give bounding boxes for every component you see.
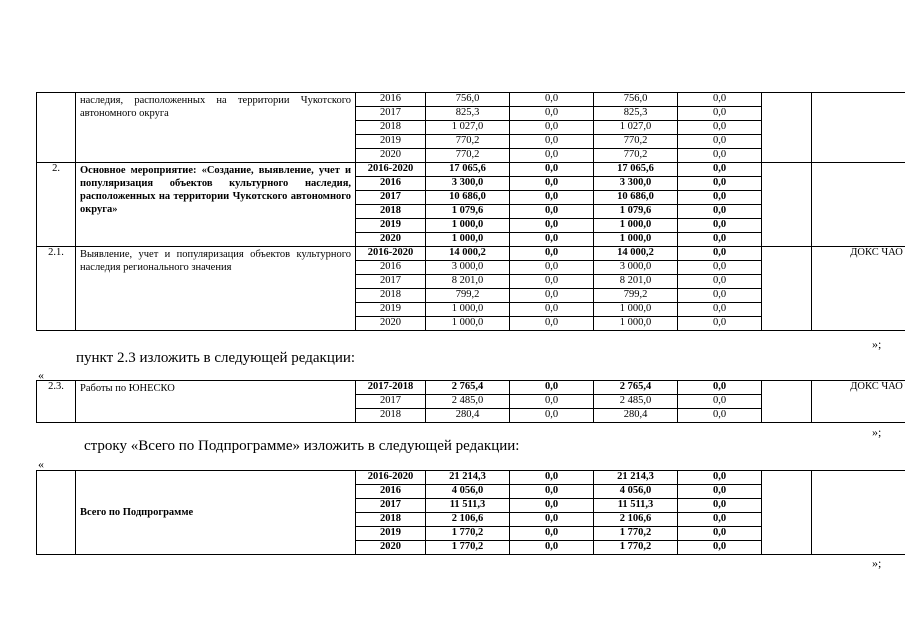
program-table-main [36, 92, 905, 331]
value-total: 1 770,2 [426, 527, 510, 541]
value-regional: 2 765,4 [594, 381, 678, 395]
year-cell: 2017-2018 [356, 381, 426, 395]
value-regional: 11 511,3 [594, 499, 678, 513]
value-federal: 0,0 [510, 191, 594, 205]
value-federal: 0,0 [510, 395, 594, 409]
value-regional: 1 770,2 [594, 541, 678, 555]
program-table-unesco [36, 380, 905, 423]
row-description: Работы по ЮНЕСКО [76, 381, 356, 423]
value-federal: 0,0 [510, 233, 594, 247]
value-total: 2 765,4 [426, 381, 510, 395]
row-description: Основное мероприятие: «Создание, выявление, учет и популяризация объектов культурного наследия, расположенных на территории Чукотского автономного округа» [76, 163, 356, 247]
value-other: 0,0 [678, 303, 762, 317]
empty-cell [762, 471, 812, 555]
value-other: 0,0 [678, 381, 762, 395]
value-regional: 3 300,0 [594, 177, 678, 191]
year-cell: 2018 [356, 409, 426, 423]
value-other: 0,0 [678, 499, 762, 513]
year-cell: 2018 [356, 513, 426, 527]
row-index: 2.3. [37, 381, 76, 423]
value-other: 0,0 [678, 219, 762, 233]
value-federal: 0,0 [510, 409, 594, 423]
value-other: 0,0 [678, 163, 762, 177]
year-cell: 2018 [356, 121, 426, 135]
year-cell: 2020 [356, 317, 426, 331]
year-cell: 2019 [356, 527, 426, 541]
empty-cell [762, 93, 812, 163]
value-total: 2 106,6 [426, 513, 510, 527]
value-other: 0,0 [678, 177, 762, 191]
value-other: 0,0 [678, 135, 762, 149]
row-description: Всего по Подпрограмме [76, 471, 356, 555]
value-regional: 770,2 [594, 149, 678, 163]
value-total: 1 000,0 [426, 219, 510, 233]
open-quote-2: « [38, 457, 44, 471]
row-index [37, 471, 76, 555]
value-regional: 21 214,3 [594, 471, 678, 485]
value-total: 756,0 [426, 93, 510, 107]
value-regional: 14 000,2 [594, 247, 678, 261]
value-regional: 2 106,6 [594, 513, 678, 527]
value-regional: 10 686,0 [594, 191, 678, 205]
open-quote-1: « [38, 368, 44, 382]
value-other: 0,0 [678, 513, 762, 527]
value-federal: 0,0 [510, 303, 594, 317]
value-federal: 0,0 [510, 289, 594, 303]
year-cell: 2019 [356, 135, 426, 149]
value-federal: 0,0 [510, 163, 594, 177]
value-total: 21 214,3 [426, 471, 510, 485]
value-total: 17 065,6 [426, 163, 510, 177]
value-federal: 0,0 [510, 107, 594, 121]
year-cell: 2019 [356, 219, 426, 233]
year-cell: 2016-2020 [356, 471, 426, 485]
value-other: 0,0 [678, 191, 762, 205]
close-quote-2: »; [872, 425, 882, 439]
row-description: Выявление, учет и популяризация объектов культурного наследия регионального значения [76, 247, 356, 331]
value-regional: 280,4 [594, 409, 678, 423]
year-cell: 2018 [356, 289, 426, 303]
value-regional: 825,3 [594, 107, 678, 121]
value-regional: 1 027,0 [594, 121, 678, 135]
year-cell: 2017 [356, 395, 426, 409]
table-row [37, 381, 905, 395]
responsible-executor [812, 471, 905, 555]
value-federal: 0,0 [510, 485, 594, 499]
value-total: 11 511,3 [426, 499, 510, 513]
value-total: 280,4 [426, 409, 510, 423]
close-quote-3: »; [872, 556, 882, 570]
value-total: 770,2 [426, 135, 510, 149]
value-total: 1 770,2 [426, 541, 510, 555]
value-federal: 0,0 [510, 513, 594, 527]
table-row [37, 163, 905, 177]
year-cell: 2016 [356, 261, 426, 275]
close-quote-1: »; [872, 337, 882, 351]
value-regional: 1 770,2 [594, 527, 678, 541]
year-cell: 2016-2020 [356, 163, 426, 177]
value-other: 0,0 [678, 149, 762, 163]
empty-cell [762, 381, 812, 423]
row-description: наследия, расположенных на территории Чукотского автономного округа [76, 93, 356, 163]
value-total: 3 300,0 [426, 177, 510, 191]
value-federal: 0,0 [510, 499, 594, 513]
empty-cell [762, 247, 812, 331]
value-total: 1 027,0 [426, 121, 510, 135]
year-cell: 2019 [356, 303, 426, 317]
value-total: 14 000,2 [426, 247, 510, 261]
year-cell: 2017 [356, 275, 426, 289]
value-other: 0,0 [678, 93, 762, 107]
table-row [37, 471, 905, 485]
value-regional: 799,2 [594, 289, 678, 303]
responsible-executor [812, 93, 905, 163]
year-cell: 2017 [356, 107, 426, 121]
value-federal: 0,0 [510, 261, 594, 275]
value-other: 0,0 [678, 247, 762, 261]
value-total: 1 079,6 [426, 205, 510, 219]
value-other: 0,0 [678, 261, 762, 275]
empty-cell [762, 163, 812, 247]
value-regional: 8 201,0 [594, 275, 678, 289]
program-table-total [36, 470, 905, 555]
value-total: 3 000,0 [426, 261, 510, 275]
value-other: 0,0 [678, 275, 762, 289]
value-federal: 0,0 [510, 247, 594, 261]
value-other: 0,0 [678, 233, 762, 247]
year-cell: 2017 [356, 499, 426, 513]
value-other: 0,0 [678, 395, 762, 409]
table-row [37, 93, 905, 107]
value-federal: 0,0 [510, 527, 594, 541]
value-other: 0,0 [678, 471, 762, 485]
value-federal: 0,0 [510, 93, 594, 107]
responsible-executor: ДОКС ЧАО [812, 247, 905, 331]
value-other: 0,0 [678, 485, 762, 499]
value-regional: 770,2 [594, 135, 678, 149]
instruction-paragraph-2: строку «Всего по Подпрограмме» изложить в следующей редакции: [84, 438, 520, 454]
value-federal: 0,0 [510, 381, 594, 395]
value-regional: 1 000,0 [594, 219, 678, 233]
year-cell: 2020 [356, 149, 426, 163]
value-total: 2 485,0 [426, 395, 510, 409]
value-federal: 0,0 [510, 149, 594, 163]
value-total: 8 201,0 [426, 275, 510, 289]
value-regional: 756,0 [594, 93, 678, 107]
value-federal: 0,0 [510, 219, 594, 233]
value-federal: 0,0 [510, 541, 594, 555]
value-total: 1 000,0 [426, 303, 510, 317]
year-cell: 2020 [356, 541, 426, 555]
year-cell: 2016 [356, 177, 426, 191]
value-total: 1 000,0 [426, 317, 510, 331]
value-federal: 0,0 [510, 205, 594, 219]
value-federal: 0,0 [510, 317, 594, 331]
value-regional: 2 485,0 [594, 395, 678, 409]
value-total: 4 056,0 [426, 485, 510, 499]
value-regional: 3 000,0 [594, 261, 678, 275]
table-row [37, 247, 905, 261]
value-federal: 0,0 [510, 471, 594, 485]
year-cell: 2016 [356, 485, 426, 499]
value-total: 799,2 [426, 289, 510, 303]
year-cell: 2020 [356, 233, 426, 247]
row-index [37, 93, 76, 163]
value-other: 0,0 [678, 317, 762, 331]
value-regional: 1 000,0 [594, 303, 678, 317]
value-federal: 0,0 [510, 177, 594, 191]
value-other: 0,0 [678, 121, 762, 135]
value-other: 0,0 [678, 107, 762, 121]
value-regional: 17 065,6 [594, 163, 678, 177]
value-other: 0,0 [678, 541, 762, 555]
value-total: 1 000,0 [426, 233, 510, 247]
value-other: 0,0 [678, 409, 762, 423]
value-federal: 0,0 [510, 275, 594, 289]
value-total: 825,3 [426, 107, 510, 121]
year-cell: 2018 [356, 205, 426, 219]
responsible-executor [812, 163, 905, 247]
row-index: 2.1. [37, 247, 76, 331]
value-other: 0,0 [678, 527, 762, 541]
value-regional: 1 000,0 [594, 317, 678, 331]
value-total: 770,2 [426, 149, 510, 163]
value-other: 0,0 [678, 205, 762, 219]
value-federal: 0,0 [510, 135, 594, 149]
value-other: 0,0 [678, 289, 762, 303]
value-regional: 1 000,0 [594, 233, 678, 247]
value-federal: 0,0 [510, 121, 594, 135]
year-cell: 2016-2020 [356, 247, 426, 261]
responsible-executor: ДОКС ЧАО [812, 381, 905, 423]
value-regional: 1 079,6 [594, 205, 678, 219]
value-total: 10 686,0 [426, 191, 510, 205]
value-regional: 4 056,0 [594, 485, 678, 499]
instruction-paragraph-1: пункт 2.3 изложить в следующей редакции: [76, 350, 356, 366]
year-cell: 2017 [356, 191, 426, 205]
row-index: 2. [37, 163, 76, 247]
year-cell: 2016 [356, 93, 426, 107]
